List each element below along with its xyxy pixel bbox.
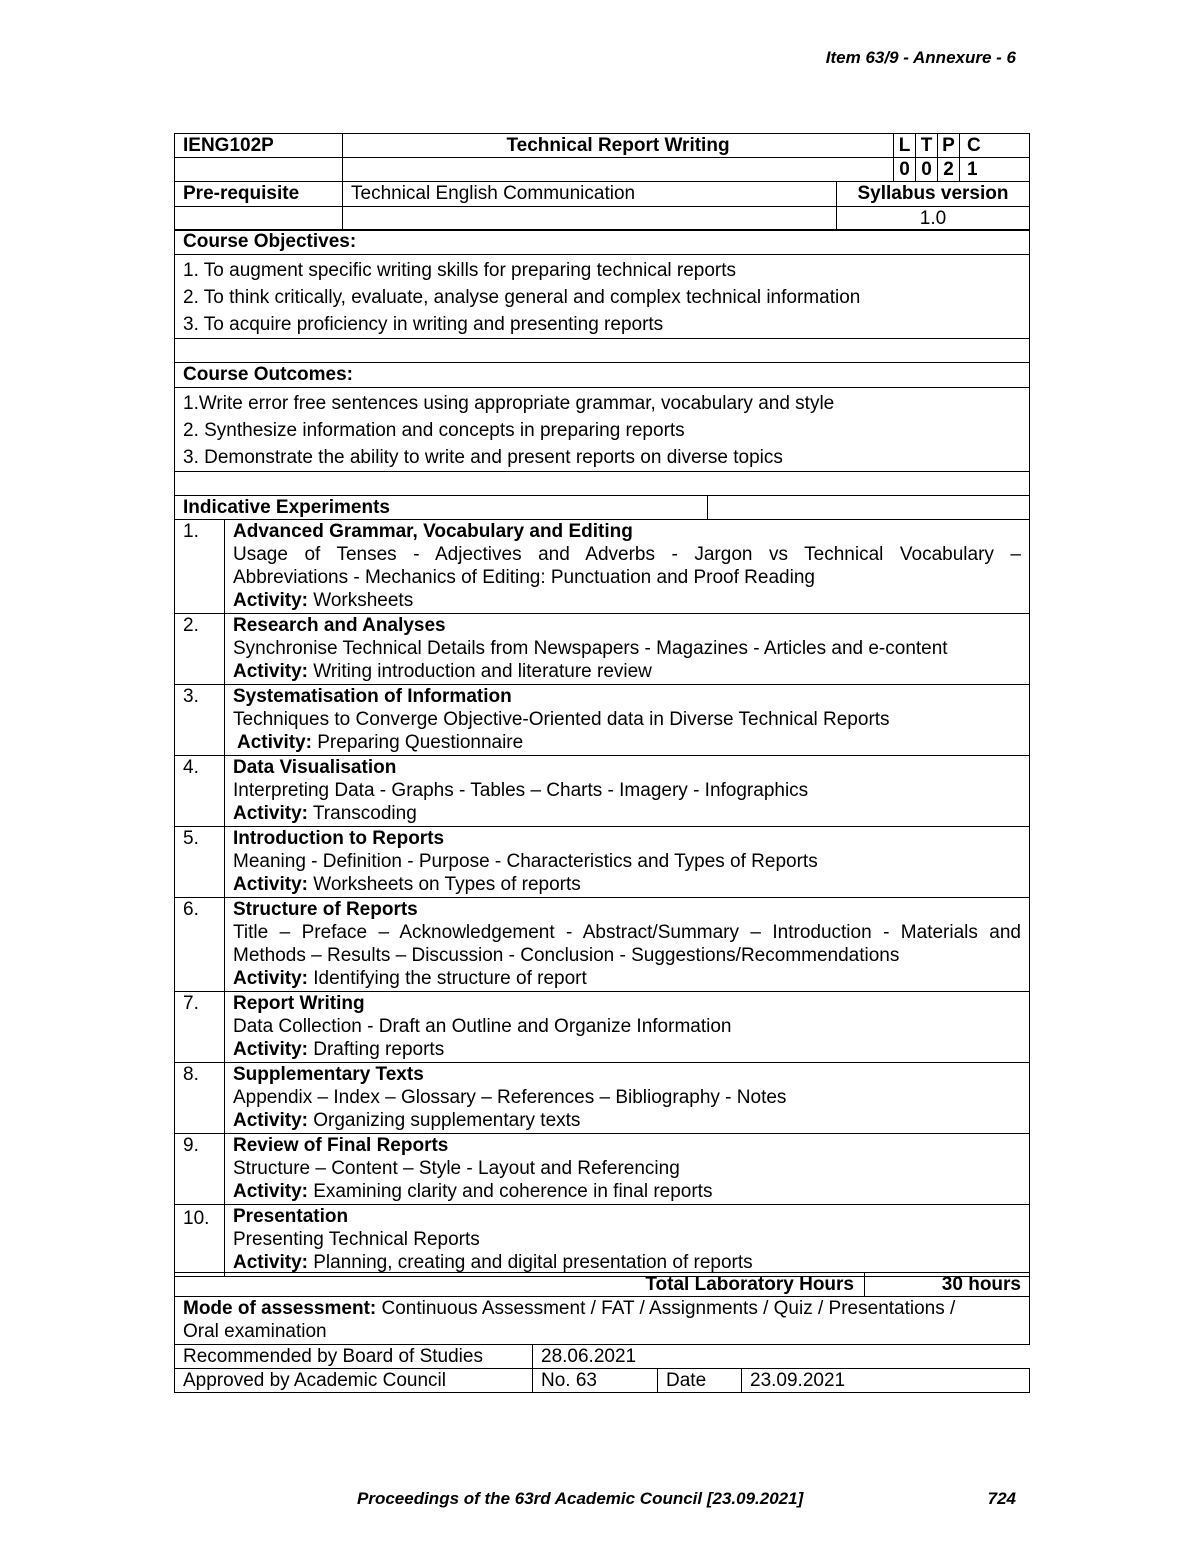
- spacer-row: [175, 472, 1030, 496]
- experiment-content: [225, 520, 1030, 614]
- experiment-number: 6.: [175, 898, 225, 992]
- assessment-cell: [175, 1297, 1030, 1345]
- experiments-heading: Indicative Experiments: [175, 496, 708, 520]
- experiment-number: 10.: [175, 1205, 225, 1277]
- activity-label: Activity:: [233, 1110, 308, 1131]
- experiment-title: Advanced Grammar, Vocabulary and Editing: [233, 521, 633, 542]
- total-hours-value: 30 hours: [865, 1273, 1030, 1297]
- assessment-value-continued: Oral examination: [183, 1321, 327, 1342]
- experiment-title: Presentation: [233, 1206, 349, 1227]
- activity-label: Activity:: [233, 661, 308, 682]
- experiment-number: 4.: [175, 756, 225, 827]
- empty-cell: [343, 207, 837, 231]
- experiment-content: [225, 898, 1030, 992]
- empty-cell: [175, 158, 343, 182]
- ltpc-value-c: 1: [960, 158, 1030, 182]
- activity-text: Transcoding: [307, 803, 417, 824]
- course-header-table: [174, 133, 1030, 231]
- experiment-activity: [233, 731, 1021, 754]
- experiment-activity: [233, 967, 1021, 990]
- experiment-content: [225, 1134, 1030, 1205]
- experiment-activity: [233, 1180, 1021, 1203]
- empty-cell: [708, 496, 1030, 520]
- experiment-title: Report Writing: [233, 993, 365, 1014]
- experiment-description: Techniques to Converge Objective-Oriented data in Diverse Technical Reports: [233, 709, 890, 730]
- ac-label: Approved by Academic Council: [175, 1369, 533, 1393]
- experiment-title: Supplementary Texts: [233, 1064, 424, 1085]
- objective-item: 2. To think critically, evaluate, analyse general and complex technical information: [183, 287, 861, 308]
- experiment-description: Structure – Content – Style - Layout and Referencing: [233, 1158, 680, 1179]
- ltpc-label-t: T: [916, 134, 938, 158]
- course-title: Technical Report Writing: [343, 134, 894, 158]
- outcome-item: 2. Synthesize information and concepts in preparing reports: [183, 420, 685, 441]
- page-number: 724: [987, 1489, 1016, 1508]
- activity-text: Identifying the structure of report: [307, 968, 587, 989]
- experiment-content: [225, 1205, 1030, 1277]
- ac-number: No. 63: [533, 1369, 658, 1393]
- activity-text: Examining clarity and coherence in final reports: [307, 1181, 713, 1202]
- total-hours-label: Total Laboratory Hours: [175, 1273, 865, 1297]
- ltpc-label-c: C: [960, 134, 1030, 158]
- experiment-description: Data Collection - Draft an Outline and Organize Information: [233, 1016, 732, 1037]
- annexure-reference: Item 63/9 - Annexure - 6: [825, 48, 1016, 67]
- course-body-table: [174, 229, 1030, 1277]
- prerequisite-label: Pre-requisite: [175, 182, 343, 207]
- activity-text: Drafting reports: [307, 1039, 445, 1060]
- activity-label: Activity:: [233, 803, 308, 824]
- experiment-number: 1.: [175, 520, 225, 614]
- ltpc-value-p: 2: [938, 158, 960, 182]
- experiment-activity: [233, 660, 1021, 683]
- ltpc-label-p: P: [938, 134, 960, 158]
- assessment-label: Mode of assessment:: [183, 1298, 377, 1319]
- activity-label: Activity:: [237, 732, 312, 753]
- experiment-content: [225, 614, 1030, 685]
- experiment-number: 3.: [175, 685, 225, 756]
- objective-item: 3. To acquire proficiency in writing and presenting reports: [183, 314, 664, 335]
- experiment-content: [225, 1063, 1030, 1134]
- outcomes-list: [175, 388, 1030, 472]
- experiment-description: Presenting Technical Reports: [233, 1229, 480, 1250]
- activity-label: Activity:: [233, 1039, 308, 1060]
- bos-date: 28.06.2021: [533, 1345, 1030, 1369]
- outcomes-heading: Course Outcomes:: [175, 363, 1030, 388]
- activity-label: Activity:: [233, 590, 308, 611]
- ltpc-value-t: 0: [916, 158, 938, 182]
- activity-label: Activity:: [233, 1252, 308, 1273]
- activity-label: Activity:: [233, 874, 308, 895]
- activity-text: Worksheets on Types of reports: [307, 874, 581, 895]
- experiment-activity: [233, 1109, 1021, 1132]
- activity-text: Preparing Questionnaire: [311, 732, 524, 753]
- experiment-description: Meaning - Definition - Purpose - Characteristics and Types of Reports: [233, 851, 818, 872]
- experiment-number: 9.: [175, 1134, 225, 1205]
- experiment-number: 5.: [175, 827, 225, 898]
- outcome-item: 1.Write error free sentences using appropriate grammar, vocabulary and style: [183, 393, 835, 414]
- experiment-content: [225, 756, 1030, 827]
- ltpc-value-l: 0: [894, 158, 916, 182]
- ltpc-label-l: L: [894, 134, 916, 158]
- bos-label: Recommended by Board of Studies: [175, 1345, 533, 1369]
- experiment-title: Systematisation of Information: [233, 686, 512, 707]
- experiment-activity: [233, 802, 1021, 825]
- assessment-value: Continuous Assessment / FAT / Assignments / Quiz / Presentations /: [376, 1298, 956, 1319]
- ac-date: 23.09.2021: [742, 1369, 1030, 1393]
- ac-date-label: Date: [658, 1369, 742, 1393]
- assessment-line: [183, 1297, 1021, 1320]
- experiment-title: Data Visualisation: [233, 757, 397, 778]
- experiment-title: Structure of Reports: [233, 899, 418, 920]
- experiment-activity: [233, 589, 1021, 612]
- experiment-description: Usage of Tenses - Adjectives and Adverbs - Jargon vs Technical Vocabulary –: [233, 544, 1021, 565]
- experiment-description: Title – Preface – Acknowledgement - Abstract/Summary – Introduction - Materials and: [233, 922, 1021, 943]
- experiment-number: 8.: [175, 1063, 225, 1134]
- experiment-description: Appendix – Index – Glossary – References – Bibliography - Notes: [233, 1087, 787, 1108]
- experiment-description: Interpreting Data - Graphs - Tables – Charts - Imagery - Infographics: [233, 780, 809, 801]
- experiment-activity: [233, 873, 1021, 896]
- activity-label: Activity:: [233, 968, 308, 989]
- totals-table: [174, 1272, 1030, 1345]
- experiment-number: 2.: [175, 614, 225, 685]
- experiment-content: [225, 992, 1030, 1063]
- experiment-content: [225, 827, 1030, 898]
- experiment-number: 7.: [175, 992, 225, 1063]
- prerequisite-value: Technical English Communication: [343, 182, 837, 207]
- outcome-item: 3. Demonstrate the ability to write and present reports on diverse topics: [183, 447, 783, 468]
- activity-text: Planning, creating and digital presentation of reports: [307, 1252, 753, 1273]
- experiment-title: Introduction to Reports: [233, 828, 445, 849]
- experiment-activity: [233, 1251, 1021, 1274]
- objective-item: 1. To augment specific writing skills for preparing technical reports: [183, 260, 737, 281]
- experiment-description: Methods – Results – Discussion - Conclusion - Suggestions/Recommendations: [233, 945, 900, 966]
- experiment-activity: [233, 1038, 1021, 1061]
- empty-cell: [343, 158, 894, 182]
- activity-label: Activity:: [233, 1181, 308, 1202]
- experiment-content: [225, 685, 1030, 756]
- experiment-title: Research and Analyses: [233, 615, 446, 636]
- activity-text: Worksheets: [307, 590, 414, 611]
- spacer-row: [175, 339, 1030, 363]
- experiment-description: Synchronise Technical Details from Newspapers - Magazines - Articles and e-content: [233, 638, 948, 659]
- experiment-description: Abbreviations - Mechanics of Editing: Punctuation and Proof Reading: [233, 567, 815, 588]
- footer-proceedings: Proceedings of the 63rd Academic Council [23.09.2021]: [357, 1489, 804, 1508]
- syllabus-version-value: 1.0: [837, 207, 1030, 231]
- activity-text: Organizing supplementary texts: [307, 1110, 581, 1131]
- syllabus-version-label: Syllabus version: [837, 182, 1030, 207]
- objectives-heading: Course Objectives:: [175, 230, 1030, 255]
- empty-cell: [175, 207, 343, 231]
- activity-text: Writing introduction and literature review: [307, 661, 652, 682]
- approval-table: [174, 1344, 1030, 1393]
- objectives-list: [175, 255, 1030, 339]
- experiment-title: Review of Final Reports: [233, 1135, 449, 1156]
- course-code: IENG102P: [175, 134, 343, 158]
